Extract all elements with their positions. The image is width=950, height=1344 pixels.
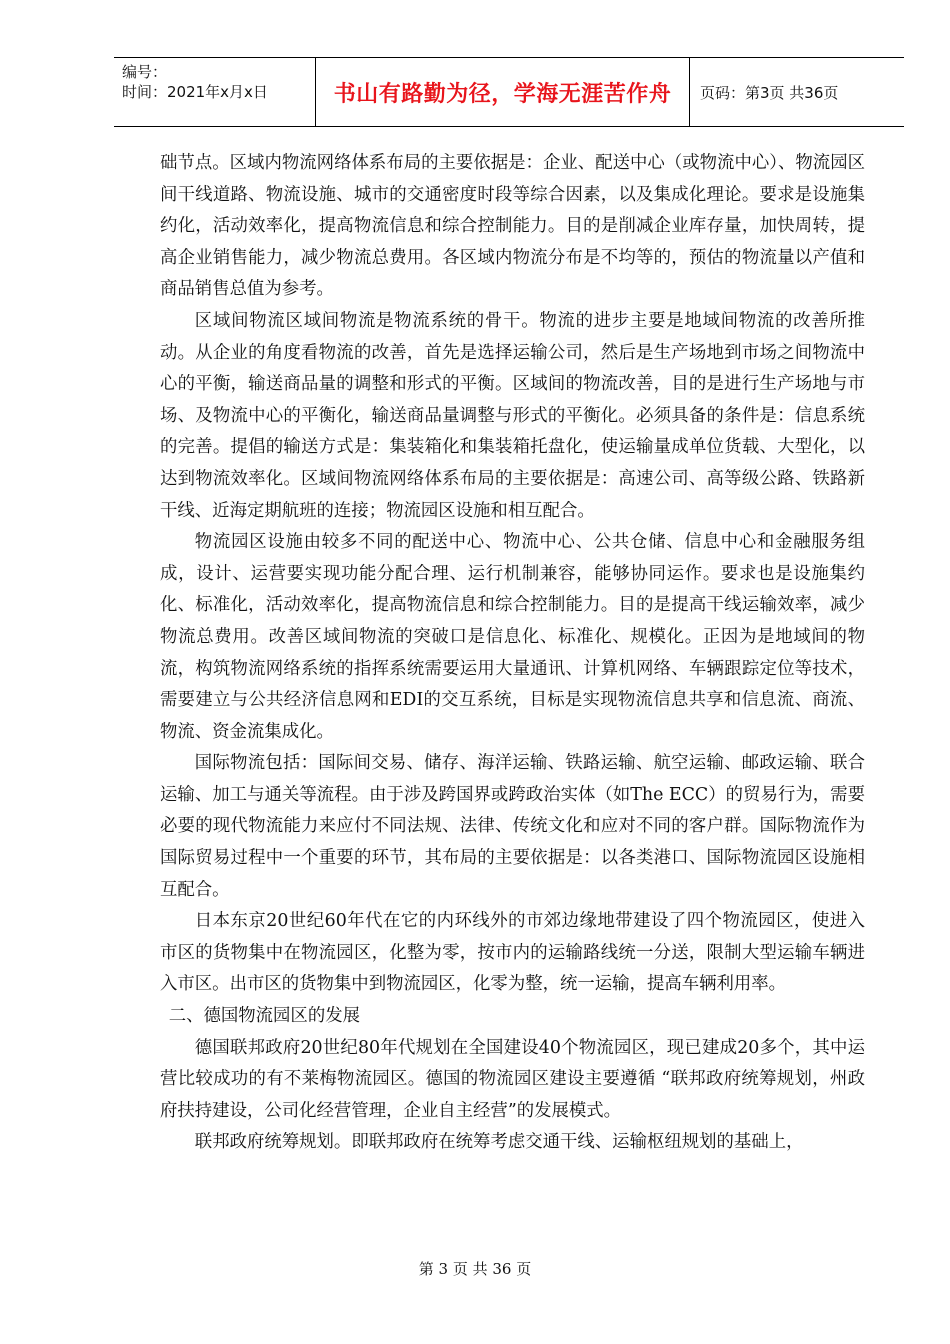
section-heading: 二、德国物流园区的发展 (168, 1006, 360, 1027)
paragraph: 国际物流包括：国际间交易、储存、海洋运输、铁路运输、航空运输、邮政运输、联合运输、加工与通关等流程。由于涉及跨国界或跨政治实体（如The ECC）的贸易行为，需要必要的现代物流能力来应付不同法规、法律、传统文化和应对不同的客户群。国际物流作为国际贸易过程中一个重要的环节，其布局的主要依据是：以各类港口、国际物流园区设施相互配合。 (160, 753, 865, 900)
paragraph: 日本东京20世纪60年代在它的内环线外的市郊边缘地带建设了四个物流园区，使进入市区的货物集中在物流园区，化整为零，按市内的运输路线统一分送，限制大型运输车辆进入市区。出市区的货物集中到物流园区，化零为整，统一运输，提高车辆利用率。 (160, 911, 865, 995)
paragraph: 区域间物流区域间物流是物流系统的骨干。物流的进步主要是地域间物流的改善所推动。从企业的角度看物流的改善，首先是选择运输公司，然后是生产场地到市场之间物流中心的平衡，输送商品量的调整和形式的平衡。区域间的物流改善，目的是进行生产场地与市场、及物流中心的平衡化，输送商品量调整与形式的平衡化。必须具备的条件是：信息系统的完善。提倡的输送方式是：集装箱化和集装箱托盘化，使运输量成单位货载、大型化，以达到物流效率化。区域间物流网络体系布局的主要依据是：高速公司、高等级公路、铁路新干线、近海定期航班的连接；物流园区设施和相互配合。 (160, 310, 865, 521)
header-page-info: 页码：第3页 共36页 (700, 83, 839, 102)
date-label: 时间：2021年x月x日 (122, 83, 268, 101)
header-meta (114, 58, 316, 126)
document-header (114, 57, 904, 127)
paragraph: 联邦政府统筹规划。即联邦政府在统筹考虑交通干线、运输枢纽规划的基础上， (194, 1132, 804, 1153)
paragraph: 德国联邦政府20世纪80年代规划在全国建设40个物流园区，现已建成20多个，其中运营比较成功的有不莱梅物流园区。德国的物流园区建设主要遵循 “联邦政府统筹规划，州政府扶持建设，公司化经营管理，企业自主经营”的发展模式。 (160, 1037, 865, 1121)
header-page-info-cell (690, 58, 904, 126)
page-footer: 第 3 页 共 36 页 (418, 1260, 532, 1278)
header-motto-cell (316, 58, 690, 126)
serial-number-label: 编号： (122, 63, 168, 81)
paragraph: 础节点。区域内物流网络体系布局的主要依据是：企业、配送中心（或物流中心）、物流园区间干线道路、物流设施、城市的交通密度时段等综合因素，以及集成化理论。要求是设施集约化，活动效率化，提高物流信息和综合控制能力。目的是削减企业库存量，加快周转，提高企业销售能力，减少物流总费用。各区域内物流分布是不均等的，预估的物流量以产值和商品销售总值为参考。 (160, 153, 865, 300)
document-body (160, 148, 865, 1159)
header-motto: 书山有路勤为径，学海无涯苦作舟 (333, 81, 672, 107)
paragraph: 物流园区设施由较多不同的配送中心、物流中心、公共仓储、信息中心和金融服务组成，设计、运营要实现功能分配合理、运行机制兼容，能够协同运作。要求也是设施集约化、标准化，活动效率化，提高物流信息和综合控制能力。目的是提高干线运输效率，减少物流总费用。改善区域间物流的突破口是信息化、标准化、规模化。正因为是地域间的物流，构筑物流网络系统的指挥系统需要运用大量通讯、计算机网络、车辆跟踪定位等技术，需要建立与公共经济信息网和EDI的交互系统，目标是实现物流信息共享和信息流、商流、物流、资金流集成化。 (160, 532, 865, 742)
